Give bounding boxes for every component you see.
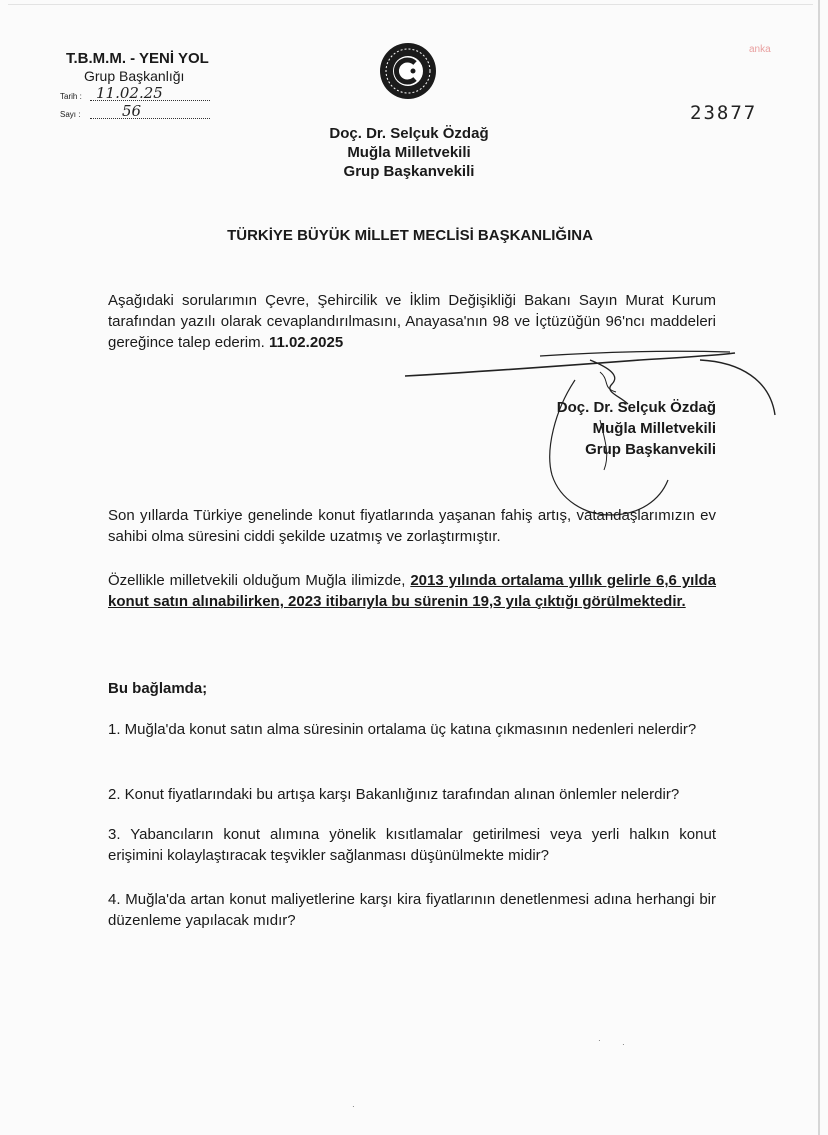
question-1: 1. Muğla'da konut satın alma süresinin ortalama üç katına çıkmasının nedenleri nelerdir? (108, 721, 697, 738)
page-edge (818, 0, 820, 1135)
scan-speck: · (622, 1040, 625, 1049)
stamp-number-label: Sayı : (60, 110, 81, 119)
question-4: 4. Muğla'da artan konut maliyetlerine karşı kira fiyatlarının denetlenmesi adına herhangi bir düzenleme yapılacak mıdır? (108, 891, 716, 929)
stamp-date-label: Tarih : (60, 92, 82, 101)
watermark-text: anka (749, 44, 771, 55)
header-role: Muğla Milletvekili (347, 144, 471, 161)
party-emblem-icon (379, 42, 437, 100)
scan-speck: · (352, 1102, 355, 1111)
intro-paragraph (108, 290, 716, 353)
body-paragraph-1: Son yıllarda Türkiye genelinde konut fiyatlarında yaşanan fahiş artış, vatandaşlarımızın ev sahibi olma süresini ciddi şekilde uzatmış ve zorlaştırmıştır. (108, 507, 716, 545)
signature-name: Doç. Dr. Selçuk Özdağ (556, 399, 716, 416)
stamp-date-value: 11.02.25 (96, 84, 163, 102)
stamp-line1: T.B.M.M. - YENİ YOL (66, 50, 209, 67)
body-p2-emphasis: 2013 yılında ortalama yıllık gelirle 6,6 yılda konut satın alınabilirken, 2023 itibarıyla bu sürenin 19,3 yıla çıktığı görülmektedir. (108, 572, 717, 610)
header-position: Grup Başkanvekili (343, 163, 475, 180)
signature-position: Grup Başkanvekili (585, 441, 716, 458)
signature-block (520, 397, 716, 460)
document-title: TÜRKİYE BÜYÜK MİLLET MECLİSİ BAŞKANLIĞINA (227, 227, 593, 244)
document-number: 23877 (690, 102, 758, 124)
stamp-number-value: 56 (122, 102, 142, 120)
header-name: Doç. Dr. Selçuk Özdağ (329, 125, 489, 142)
lead-in: Bu bağlamda; (108, 680, 208, 697)
question-3: 3. Yabancıların konut alımına yönelik kısıtlamalar getirilmesi veya yerli halkın konut erişimini kolaylaştıracak teşvikler sağlanması düşünülmekte midir? (108, 826, 716, 864)
intro-text: Aşağıdaki sorularımın Çevre, Şehircilik ve İklim Değişikliği Bakanı Sayın Murat Kurum tarafından yazılı olarak cevaplandırılmasını, Anayasa'nın 98 ve İçtüzüğün 96'ncı maddeleri gereğince talep ederim. (108, 292, 716, 351)
signature-role: Muğla Milletvekili (592, 420, 716, 437)
body-p2-lead: Özellikle milletvekili olduğum Muğla ilimizde, (108, 572, 406, 589)
page-edge-top (8, 4, 813, 5)
body-paragraph-2 (108, 570, 716, 612)
intro-date: 11.02.2025 (268, 334, 344, 351)
scan-speck: · (598, 1036, 601, 1045)
question-2: 2. Konut fiyatlarındaki bu artışa karşı Bakanlığınız tarafından alınan önlemler nelerdir? (108, 786, 680, 803)
stamp-line2: Grup Başkanlığı (84, 68, 185, 84)
